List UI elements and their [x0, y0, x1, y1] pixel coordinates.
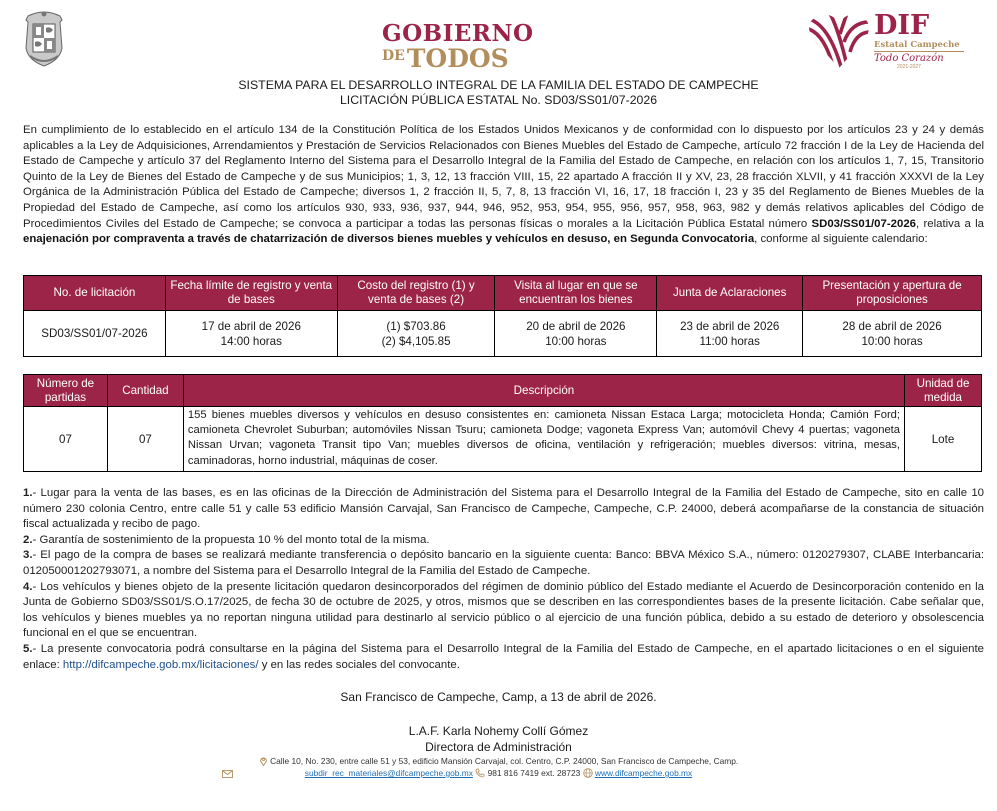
items-header-row [24, 375, 982, 407]
col-header-visita: Visita al lugar en que se encuentran los bienes [495, 276, 657, 311]
col-header-cantidad: Cantidad [107, 375, 183, 407]
phone-icon [475, 768, 485, 778]
col-header-apertura: Presentación y apertura de proposiciones [803, 276, 982, 311]
cell-apertura: 28 de abril de 2026 10:00 horas [803, 311, 982, 357]
calendar-header-row [24, 276, 982, 311]
location-pin-icon [259, 756, 268, 766]
cell-visita: 20 de abril de 2026 10:00 horas [495, 311, 657, 357]
licitaciones-link[interactable]: http://difcampeche.gob.mx/licitaciones/ [62, 658, 259, 671]
col-header-partidas: Número de partidas [24, 375, 108, 407]
email-link[interactable]: subdir_rec_materiales@difcampeche.gob.mx [304, 768, 473, 778]
note-4: 4.- Los vehículos y bienes objeto de la presente licitación quedaron desincorporados del régimen de dominio público del Estado mediante el Acuerdo de Desincorporación contenido en la Junta de Gobierno SD03/SS01/S.O.17/2025, de fecha 30 de octubre de 2025, y otros, mismos que se describen en las correspondientes bases de la presente licitación. Cabe señalar que, los vehículos y bienes muebles ya no reportan ninguna utilidad para destinarlo al servicio público o al ejercicio de una función pública, debido a su estado de deterioro y obsolescencia funcional en el que se encuentran. [23, 580, 984, 640]
signature-block [0, 723, 997, 755]
dif-logo: DIF Estatal Campeche Todo Corazón 2021-2027 [808, 12, 968, 72]
heart-icon [808, 12, 870, 70]
cell-registro: 17 de abril de 2026 14:00 horas [165, 311, 337, 357]
signer-title: Directora de Administración [425, 740, 572, 754]
note-5: 5.- La presente convocatoria podrá consultarse en la página del Sistema para el Desarrollo Integral de la Familia del Estado de Campeche, en el apartado licitaciones o en el siguiente enlace: http://difcampeche.gob.mx/licitaciones/ y en las redes sociales del convocante. [23, 642, 984, 671]
col-header-licitacion: No. de licitación [24, 276, 166, 311]
cell-junta: 23 de abril de 2026 11:00 horas [657, 311, 803, 357]
cell-descripcion: 155 bienes muebles diversos y vehículos en desuso consistentes en: camioneta Nissan Estaca Larga; motocicleta Honda; Camión Ford; camioneta Chevrolet Suburban; automóviles Nissan Tsuru; camioneta Dodge; vagoneta Express Van; automóvil Chevy 4 puertas; vagoneta Nissan Urvan; vagoneta Transit tipo Van; muebles diversos de oficina, ventilación y refrigeración; muebles diversos: vitrina, mesas, caminadoras, horno industrial, máquinas de coser. [183, 407, 904, 472]
coat-of-arms-icon [22, 8, 66, 68]
note-3: 3.- El pago de la compra de bases se realizará mediante transferencia o depósito bancario en la siguiente cuenta: Banco: BBVA México S.A., número: 0120279307, CLABE Interbancaria: 012050001202793071, a nombre del Sistema para el Desarrollo Integral de la Familia del Estado de Campeche. [23, 549, 984, 577]
table-row [24, 311, 982, 357]
cell-partidas: 07 [24, 407, 108, 472]
footer-address: Calle 10, No. 230, entre calle 51 y 53, edificio Mansión Carvajal, col. Centro, C.P. 24000, San Francisco de Campeche, Camp. [0, 756, 997, 766]
cell-licitacion: SD03/SS01/07-2026 [24, 311, 166, 357]
globe-icon [583, 768, 593, 778]
licitacion-title: LICITACIÓN PÚBLICA ESTATAL No. SD03/SS01/07-2026 [339, 93, 658, 107]
intro-paragraph: En cumplimiento de lo establecido en el artículo 134 de la Constitución Política de los Estados Unidos Mexicanos y de conformidad con lo dispuesto por los artículos 23 y 24 y demás aplicables a la Ley de Adquisiciones, Arrendamientos y Prestación de Servicios Relacionados con Bienes Muebles del Estado de Campeche, artículo 72 fracción I de la Ley de Hacienda del Estado de Campeche y artículo 37 del Reglamento Interno del Sistema para el Desarrollo Integral de la Familia del Estado de Campeche, en relación con los artículos 1, 7, 15, Transitorio Quinto de la Ley de Bienes del Estado de Campeche y de sus Municipios; 1, 3, 12, 13 fracción VIII, 15, 22 apartado A fracción II y XV, 23, 28 fracción XLVII, y 41 fracción XXXVI de la Ley Orgánica de la Administración Pública del Estado de Campeche; diversos 1, 2 fracción II, 5, 7, 8, 13 fracción VI, 16, 17, 18 fracción I, 23 y 35 del Reglamento de Bienes Muebles de la Propiedad del Estado de Campeche, así como los artículos 930, 933, 936, 937, 944, 946, 952, 953, 954, 955, 956, 957, 958, 963, 982 y demás relativos aplicables del Código de Procedimientos Civiles del Estado de Campeche; se convoca a participar a todas las personas físicas o morales a la Licitación Pública Estatal número SD03/SS01/07-2026, relativa a la enajenación por compraventa a través de chatarrización de diversos bienes muebles y vehículos en desuso, en Segunda Convocatoria, conforme al siguiente calendario: [23, 124, 984, 246]
document-title-block [0, 78, 997, 108]
signer-name: L.A.F. Karla Nohemy Collí Gómez [408, 724, 589, 738]
website-link[interactable]: www.difcampeche.gob.mx [594, 768, 693, 778]
cell-cantidad: 07 [107, 407, 183, 472]
cell-unidad: Lote [905, 407, 982, 472]
notes-list [23, 486, 984, 673]
note-2: 2.- Garantía de sostenimiento de la propuesta 10 % del monto total de la misma. [23, 533, 430, 546]
col-header-registro: Fecha límite de registro y venta de bases [165, 276, 337, 311]
cell-costo: (1) $703.86 (2) $4,105.85 [337, 311, 495, 357]
col-header-junta: Junta de Aclaraciones [657, 276, 803, 311]
calendar-table [23, 275, 982, 357]
phone-number: 981 816 7419 ext. 28723 [487, 768, 581, 778]
col-header-descripcion: Descripción [183, 375, 904, 407]
table-row [24, 407, 982, 472]
place-date: San Francisco de Campeche, Camp, a 13 de abril de 2026. [340, 690, 657, 704]
footer-contact [0, 768, 997, 778]
institution-title: SISTEMA PARA EL DESARROLLO INTEGRAL DE LA FAMILIA DEL ESTADO DE CAMPECHE [238, 78, 759, 92]
col-header-unidad: Unidad de medida [905, 375, 982, 407]
note-1: 1.- Lugar para la venta de las bases, es en las oficinas de la Dirección de Administración del Sistema para el Desarrollo Integral de la Familia del Estado de Campeche, sito en calle 10 número 230 colonia Centro, entre calle 51 y calle 53 edificio Mansión Carvajal, San Francisco de Campeche, Campeche, C.P. 24000, deberá acompañarse de la constancia de situación fiscal actualizada y recibo de pago. [23, 487, 984, 531]
col-header-costo: Costo del registro (1) y venta de bases (2) [337, 276, 495, 311]
items-table [23, 374, 982, 472]
gobierno-de-todos-logo: GOBIERNO $^{DE}$TODOS [382, 20, 534, 73]
